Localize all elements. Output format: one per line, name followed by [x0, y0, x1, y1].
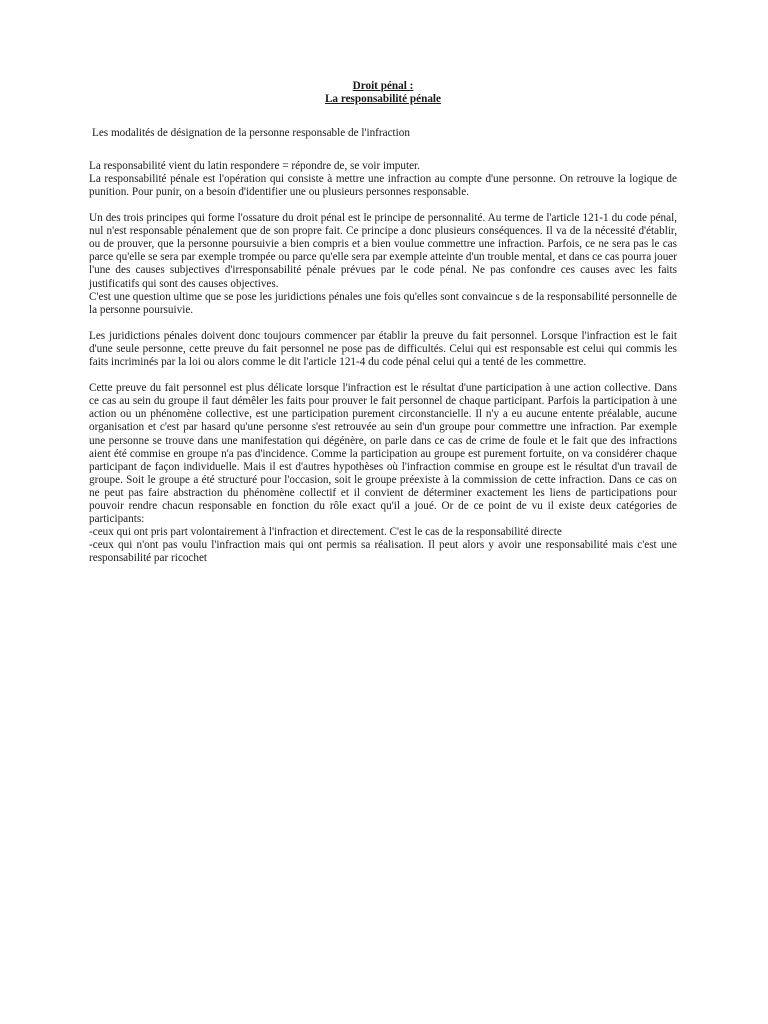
document-page — [89, 80, 677, 565]
paragraph-4: Cette preuve du fait personnel est plus délicate lorsque l'infraction est le résultat d'une participation à une action collective. Dans ce cas au sein du groupe il faut démêler les faits pour prouver le fait personnel de chaque participant. Parfois la participation à une action ou un phénomène collective, est une participation purement circonstancielle. Il n'y a eu aucune entente préalable, aucune organisation et c'est par hasard qu'une personne s'est retrouvée au sein d'un groupe pour commettre une infraction. Par exemple une personne se trouve dans une manifestation qui dégénère, on parle dans ce cas de crime de foule et le fait que des infractions aient été commise en groupe n'a pas d'incidence. Comme la participation au groupe est purement fortuite, on va considérer chaque participant de façon individuelle. Mais il est d'autres hypothèses où l'infraction commise en groupe est le résultat d'un travail de groupe. Soit le groupe a été structuré pour l'occasion, soit le groupe préexiste à la commission de cette infraction. Dans ce cas on ne peut pas faire abstraction du phénomène collectif et il convient de déterminer exactement les liens de participations pour pouvoir rendre chacun responsable en fonction du rôle exact qu'il a joué. Or de ce point de vu il existe deux catégories de participants: — [89, 382, 677, 526]
document-title-line2: La responsabilité pénale — [324, 93, 442, 106]
paragraph-3: Les juridictions pénales doivent donc toujours commencer par établir la preuve du fait personnel. Lorsque l'infraction est le fait d'une seule personne, cette preuve du fait personnel ne pose pas de difficultés. Celui qui est responsable est celui qui commis les faits incriminés par la loi ou alors comme le dit l'article 121-4 du code pénal celui qui a tenté de les commettre. — [89, 329, 677, 369]
paragraph-2b: C'est une question ultime que se pose les juridictions pénales une fois qu'elles sont convaincue s de la responsabilité personnelle de la personne poursuivie. — [89, 290, 677, 316]
paragraph-1: La responsabilité pénale est l'opération qui consiste à mettre une infraction au compte d'une personne. On retrouve la logique de punition. Pour punir, on a besoin d'identifier une ou plusieurs personnes responsable. — [89, 172, 677, 198]
paragraph-2: Un des trois principes qui forme l'ossature du droit pénal est le principe de personnalité. Au terme de l'article 121-1 du code pénal, nul n'est responsable pénalement que de son propre fait. Ce principe a donc plusieurs conséquences. Il va de la nécessité d'établir, ou de prouver, que la personne poursuivie a bien compris et a bien voulue commettre une infraction. Parfois, ce ne sera pas le cas parce qu'elle se sera par exemple trompée ou parce qu'elle sera par exemple atteinte d'un trouble mental, et dans ce cas pourra jouer l'une des causes subjectives d'irresponsabilité pénale prévues par le code pénal. Ne pas confondre ces causes avec les faits justificatifs qui sont des causes objectives. — [89, 212, 677, 290]
paragraph-4-item-1: -ceux qui ont pris part volontairement à l'infraction et directement. C'est le cas de la responsabilité directe — [89, 526, 562, 539]
document-title-line1: Droit pénal : — [352, 80, 414, 92]
paragraph-1-line1: La responsabilité vient du latin respondere = répondre de, se voir imputer. — [89, 159, 420, 172]
paragraph-4-item-2: -ceux qui n'ont pas voulu l'infraction mais qui ont permis sa réalisation. Il peut alors y avoir une responsabilité mais c'est une responsabilité par ricochet — [89, 539, 677, 565]
section-heading: Les modalités de désignation de la personne responsable de l'infraction — [92, 126, 410, 139]
